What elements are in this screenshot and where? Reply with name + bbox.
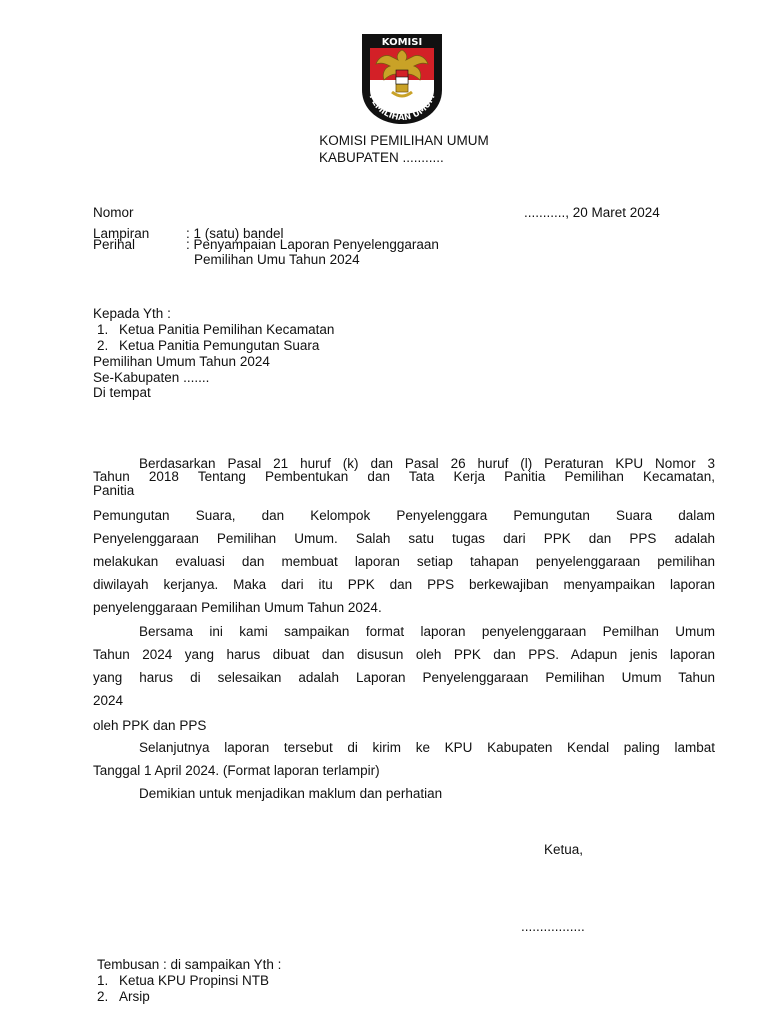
cc-item-num: 1. (97, 973, 109, 988)
recipient-item (97, 338, 319, 354)
org-region: KABUPATEN ........... (319, 150, 444, 165)
body-paragraph-line: melakukan evaluasi dan membuat laporan setiap tahapan penyelenggaraan pemilihan (93, 554, 715, 569)
body-paragraph-line: Panitia (93, 483, 135, 498)
lampiran-label: Lampiran (93, 226, 150, 241)
body-paragraph-line: Tahun 2018 Tentang Pembentukan dan Tata Kerja Panitia Pemilihan Kecamatan, (93, 469, 715, 484)
perihal-line1: : Penyampaian Laporan Penyelenggaraan (186, 237, 439, 252)
svg-text:KOMISI: KOMISI (381, 37, 423, 48)
lampiran-value: : 1 (satu) bandel (186, 226, 284, 241)
signature-title: Ketua, (544, 842, 584, 857)
cc-item-text: Arsip (119, 989, 150, 1004)
body-paragraph-line: Tahun 2024 yang harus dibuat dan disusun oleh PPK dan PPS. Adapun jenis laporan (93, 647, 715, 662)
recipient-item (97, 322, 334, 338)
body-paragraph-line: Tanggal 1 April 2024. (Format laporan terlampir) (93, 763, 380, 778)
body-paragraph-line: penyelenggaraan Pemilihan Umum Tahun 2024. (93, 600, 382, 615)
org-name: KOMISI PEMILIHAN UMUM (319, 133, 489, 148)
svg-text:PEMILIHAN UMUM: PEMILIHAN UMUM (366, 93, 438, 124)
recipient-item-num: 2. (97, 338, 109, 353)
recipient-line5: Di tempat (93, 385, 151, 400)
letter-date: ..........., 20 Maret 2024 (524, 205, 660, 220)
body-paragraph-line: 2024 (93, 693, 124, 708)
body-paragraph-line: yang harus di selesaikan adalah Laporan Penyelenggaraan Pemilihan Umum Tahun (93, 670, 715, 685)
perihal-line2: Pemilihan Umu Tahun 2024 (194, 252, 360, 267)
recipient-item-text: Ketua Panitia Pemungutan Suara (119, 338, 320, 353)
nomor-label: Nomor (93, 205, 134, 220)
body-paragraph-line: Pemungutan Suara, dan Kelompok Penyelenggara Pemungutan Suara dalam (93, 508, 715, 523)
cc-item-text: Ketua KPU Propinsi NTB (119, 973, 270, 988)
body-paragraph-line: diwilayah kerjanya. Maka dari itu PPK dan PPS berkewajiban menyampaikan laporan (93, 577, 715, 592)
recipient-line3: Pemilihan Umum Tahun 2024 (93, 354, 270, 369)
cc-item (97, 973, 269, 989)
kpu-logo (354, 30, 450, 126)
body-paragraph-line: Selanjutnya laporan tersebut di kirim ke KPU Kabupaten Kendal paling lambat (139, 740, 715, 755)
recipient-item-text: Ketua Panitia Pemilihan Kecamatan (119, 322, 335, 337)
recipient-line4: Se-Kabupaten ....... (93, 370, 210, 385)
recipient-greeting: Kepada Yth : (93, 306, 171, 321)
body-paragraph-line: Penyelenggaraan Pemilihan Umum. Salah satu tugas dari PPK dan PPS adalah (93, 531, 715, 546)
body-paragraph-line: Bersama ini kami sampaikan format laporan penyelenggaraan Pemilhan Umum (139, 624, 715, 639)
perihal-label: Perihal (93, 237, 136, 252)
cc-item (97, 989, 150, 1005)
body-paragraph-line: Berdasarkan Pasal 21 huruf (k) dan Pasal 26 huruf (l) Peraturan KPU Nomor 3 (139, 456, 715, 471)
body-paragraph-line: Demikian untuk menjadikan maklum dan perhatian (139, 786, 443, 801)
cc-item-num: 2. (97, 989, 109, 1004)
cc-heading: Tembusan : di sampaikan Yth : (97, 957, 282, 972)
signature-name: ................. (521, 919, 585, 934)
recipient-item-num: 1. (97, 322, 109, 337)
body-paragraph-line: oleh PPK dan PPS (93, 718, 207, 733)
